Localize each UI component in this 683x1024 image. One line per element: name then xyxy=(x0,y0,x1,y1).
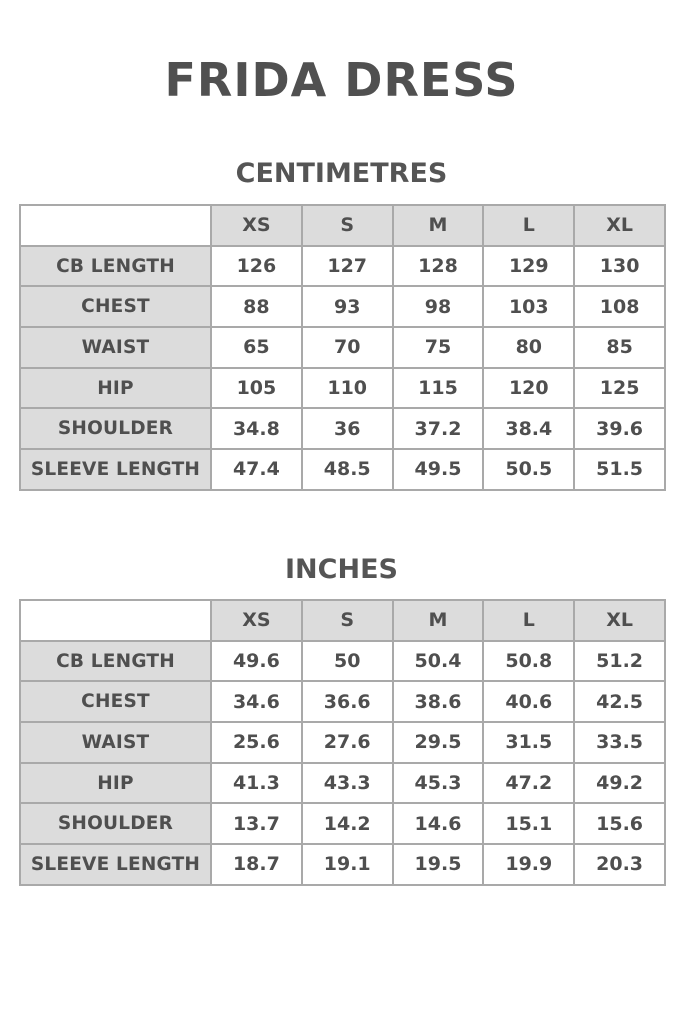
table-row xyxy=(20,722,665,763)
table-cell: 50.4 xyxy=(393,641,484,682)
row-label: WAIST xyxy=(20,327,211,368)
table-cell: 48.5 xyxy=(302,449,393,490)
table-cell: 129 xyxy=(483,246,574,287)
table-cell: 51.5 xyxy=(574,449,665,490)
row-label: HIP xyxy=(20,368,211,409)
table-cell: 14.6 xyxy=(393,803,484,844)
table-cell: 110 xyxy=(302,368,393,409)
table-cell: 27.6 xyxy=(302,722,393,763)
centimetres-heading: CENTIMETRES xyxy=(235,158,448,189)
table-cell: 14.2 xyxy=(302,803,393,844)
table-cell: 47.2 xyxy=(483,763,574,804)
row-label: SLEEVE LENGTH xyxy=(20,844,211,885)
table-row xyxy=(20,327,665,368)
column-header: XL xyxy=(574,205,665,246)
table-cell: 18.7 xyxy=(211,844,302,885)
table-row xyxy=(20,408,665,449)
table-cell: 34.6 xyxy=(211,681,302,722)
table-cell: 13.7 xyxy=(211,803,302,844)
table-cell: 127 xyxy=(302,246,393,287)
table-cell: 38.6 xyxy=(393,681,484,722)
table-row xyxy=(20,641,665,682)
table-row xyxy=(20,803,665,844)
table-cell: 47.4 xyxy=(211,449,302,490)
table-cell: 39.6 xyxy=(574,408,665,449)
column-header: L xyxy=(483,205,574,246)
inches-size-table xyxy=(19,599,666,886)
column-header: M xyxy=(393,600,484,641)
table-row xyxy=(20,681,665,722)
table-cell: 19.9 xyxy=(483,844,574,885)
table-row xyxy=(20,844,665,885)
table-cell: 88 xyxy=(211,286,302,327)
table-cell: 49.6 xyxy=(211,641,302,682)
table-cell: 34.8 xyxy=(211,408,302,449)
table-cell: 80 xyxy=(483,327,574,368)
table-cell: 19.5 xyxy=(393,844,484,885)
table-cell: 29.5 xyxy=(393,722,484,763)
row-label: HIP xyxy=(20,763,211,804)
table-cell: 126 xyxy=(211,246,302,287)
table-cell: 130 xyxy=(574,246,665,287)
table-cell: 45.3 xyxy=(393,763,484,804)
table-row xyxy=(20,763,665,804)
table-cell: 51.2 xyxy=(574,641,665,682)
table-cell: 50.5 xyxy=(483,449,574,490)
table-row xyxy=(20,286,665,327)
table-cell: 75 xyxy=(393,327,484,368)
table-header-row xyxy=(20,600,665,641)
table-cell: 40.6 xyxy=(483,681,574,722)
centimetres-size-table xyxy=(19,204,666,491)
row-label: SHOULDER xyxy=(20,408,211,449)
table-cell: 103 xyxy=(483,286,574,327)
table-cell: 20.3 xyxy=(574,844,665,885)
table-cell: 85 xyxy=(574,327,665,368)
table-cell: 36.6 xyxy=(302,681,393,722)
table-cell: 115 xyxy=(393,368,484,409)
table-cell: 15.1 xyxy=(483,803,574,844)
table-cell: 128 xyxy=(393,246,484,287)
column-header: S xyxy=(302,205,393,246)
table-cell: 43.3 xyxy=(302,763,393,804)
column-header: S xyxy=(302,600,393,641)
table-cell: 125 xyxy=(574,368,665,409)
table-cell: 38.4 xyxy=(483,408,574,449)
column-header: L xyxy=(483,600,574,641)
table-cell: 65 xyxy=(211,327,302,368)
table-row xyxy=(20,449,665,490)
table-header-row xyxy=(20,205,665,246)
row-label: CHEST xyxy=(20,681,211,722)
row-label: CB LENGTH xyxy=(20,246,211,287)
table-cell: 41.3 xyxy=(211,763,302,804)
table-row xyxy=(20,368,665,409)
row-label: SLEEVE LENGTH xyxy=(20,449,211,490)
page-title: FRIDA DRESS xyxy=(164,53,519,107)
table-cell: 15.6 xyxy=(574,803,665,844)
table-cell: 31.5 xyxy=(483,722,574,763)
corner-cell xyxy=(20,205,211,246)
table-cell: 49.2 xyxy=(574,763,665,804)
row-label: CB LENGTH xyxy=(20,641,211,682)
table-cell: 49.5 xyxy=(393,449,484,490)
table-row xyxy=(20,246,665,287)
inches-heading: INCHES xyxy=(285,554,398,585)
column-header: XS xyxy=(211,600,302,641)
row-label: WAIST xyxy=(20,722,211,763)
table-cell: 70 xyxy=(302,327,393,368)
table-cell: 93 xyxy=(302,286,393,327)
table-cell: 98 xyxy=(393,286,484,327)
column-header: XL xyxy=(574,600,665,641)
table-cell: 36 xyxy=(302,408,393,449)
table-cell: 33.5 xyxy=(574,722,665,763)
table-cell: 19.1 xyxy=(302,844,393,885)
column-header: XS xyxy=(211,205,302,246)
table-cell: 25.6 xyxy=(211,722,302,763)
table-cell: 105 xyxy=(211,368,302,409)
column-header: M xyxy=(393,205,484,246)
row-label: SHOULDER xyxy=(20,803,211,844)
table-cell: 50 xyxy=(302,641,393,682)
table-cell: 42.5 xyxy=(574,681,665,722)
table-cell: 37.2 xyxy=(393,408,484,449)
table-cell: 50.8 xyxy=(483,641,574,682)
row-label: CHEST xyxy=(20,286,211,327)
table-cell: 108 xyxy=(574,286,665,327)
table-cell: 120 xyxy=(483,368,574,409)
corner-cell xyxy=(20,600,211,641)
